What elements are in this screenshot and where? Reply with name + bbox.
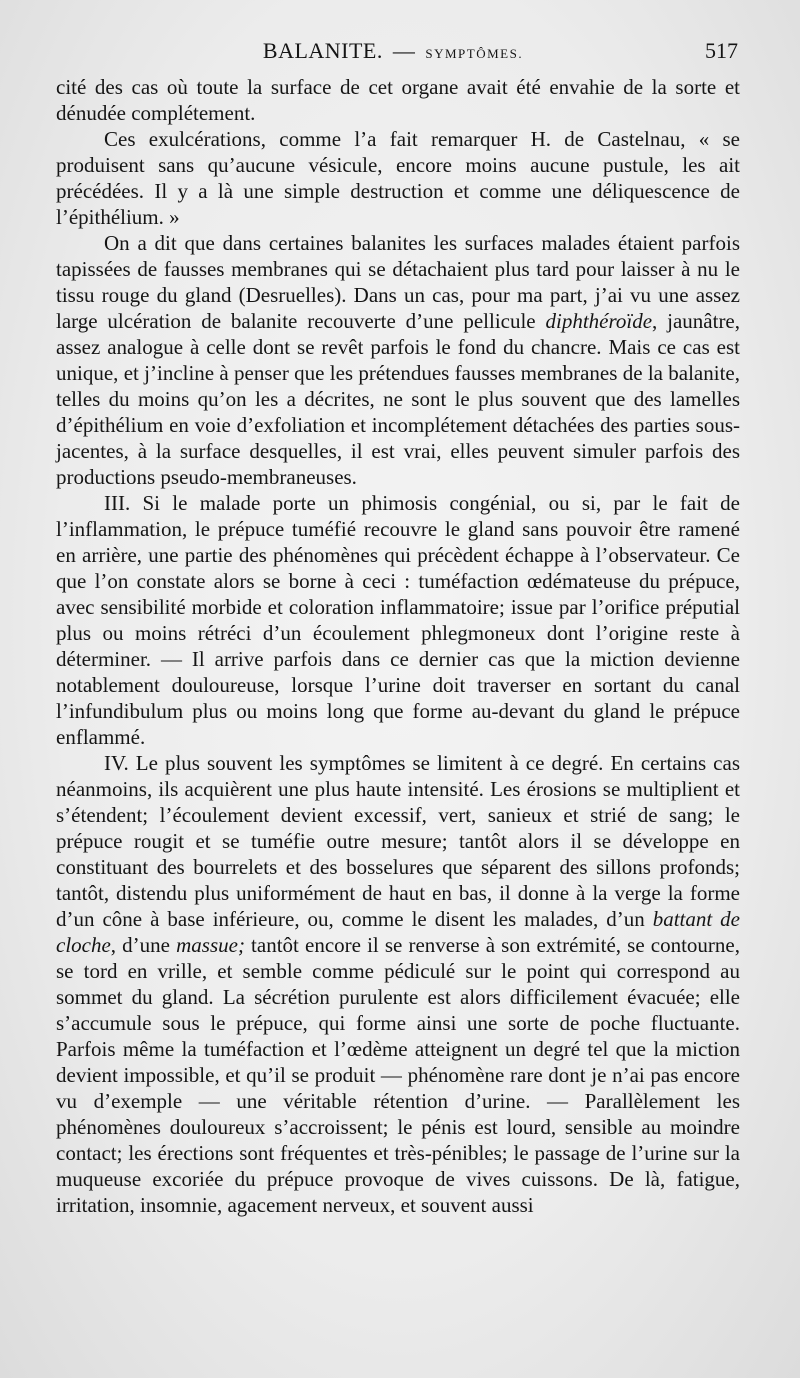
italic-text: battant de cloche xyxy=(56,907,740,957)
text-run: cité des cas où toute la surface de cet organe avait été envahie de la sorte et dénudée complétement. xyxy=(56,75,740,125)
text-run: , d’une xyxy=(110,933,177,957)
header-subtitle: SYMPTÔMES. xyxy=(425,46,524,61)
paragraph xyxy=(56,750,740,1218)
running-header xyxy=(48,38,738,68)
text-run: Ces exulcérations, comme l’a fait remarquer H. de Castelnau, « se produisent sans qu’aucune vésicule, encore moins aucune pustule, les ait précédées. Il y a là une simple destruction et comme une déliquescence de l’épithélium. » xyxy=(56,127,740,229)
paragraph xyxy=(56,230,740,490)
italic-text: diphthéroïde xyxy=(545,309,653,333)
paragraph xyxy=(56,126,740,230)
text-run: tantôt encore il se renverse à son extrémité, se contourne, se tord en vrille, et semble comme pédiculé sur le point qui correspond au sommet du gland. La sécrétion purulente est alors difficilement évacuée; elle s’accumule sous le prépuce, qui forme ainsi une sorte de poche fluctuante. Parfois même la tuméfaction et l’œdème atteignent un degré tel que la miction devient impossible, et qu’il se produit — phénomène rare dont je n’ai pas encore vu d’exemple — une véritable rétention d’urine. — Parallèlement les phénomènes douloureux s’accroissent; le pénis est lourd, sensible au moindre contact; les érections sont fréquentes et très-pénibles; le passage de l’urine sur la muqueuse excoriée du prépuce provoque de vives cuissons. De là, fatigue, irritation, insomnie, agacement nerveux, et souvent aussi xyxy=(56,933,740,1217)
header-title: BALANITE. xyxy=(262,38,383,63)
text-run: IV. Le plus souvent les symptômes se limitent à ce degré. En certains cas néanmoins, ils acquièrent une plus haute intensité. Les érosions se multiplient et s’étendent; l’écoulement devient excessif, vert, sanieux et strié de sang; le prépuce rougit et se tuméfie outre mesure; tantôt alors il se développe en constituant des bourrelets et des bosselures que séparent des sillons profonds; tantôt, distendu plus uniformément de haut en bas, il donne à la verge la forme d’un cône à base inférieure, ou, comme le disent les malades, d’un xyxy=(56,751,740,931)
running-title xyxy=(48,38,738,64)
header-dash: — xyxy=(392,38,416,63)
paragraph xyxy=(56,490,740,750)
text-run: , jaunâtre, assez analogue à celle dont se revêt parfois le fond du chancre. Mais ce cas est unique, et j’incline à penser que les prétendues fausses membranes de la balanite, telles du moins qu’on les a décrites, ne sont le plus souvent que des lamelles d’épithélium en voie d’exfoliation et incomplétement détachées des parties sous-jacentes, à la surface desquelles, il est vrai, elles peuvent simuler parfois des productions pseudo-membraneuses. xyxy=(56,309,741,489)
italic-text: massue; xyxy=(176,933,245,957)
text-run: On a dit que dans certaines balanites les surfaces malades étaient parfois tapissées de fausses membranes qui se détachaient plus tard pour laisser à nu le tissu rouge du gland (Desruelles). Dans un cas, pour ma part, j’ai vu une assez large ulcération de balanite recouverte d’une pellicule xyxy=(56,231,740,333)
text-run: III. Si le malade porte un phimosis congénial, ou si, par le fait de l’inflammation, le prépuce tuméfié recouvre le gland sans pouvoir être ramené en arrière, une partie des phénomènes qui précèdent échappe à l’observateur. Ce que l’on constate alors se borne à ceci : tuméfaction œdémateuse du prépuce, avec sensibilité morbide et coloration inflammatoire; issue par l’orifice préputial plus ou moins rétréci d’un écoulement phlegmoneux dont l’origine reste à déterminer. — Il arrive parfois dans ce dernier cas que la miction devienne notablement douloureuse, lorsque l’urine doit traverser en sortant du canal l’infundibulum plus ou moins long que forme au-devant du gland le prépuce enflammé. xyxy=(56,491,740,749)
page-number: 517 xyxy=(705,38,738,63)
paragraph xyxy=(56,74,740,126)
body-text xyxy=(56,74,740,1218)
